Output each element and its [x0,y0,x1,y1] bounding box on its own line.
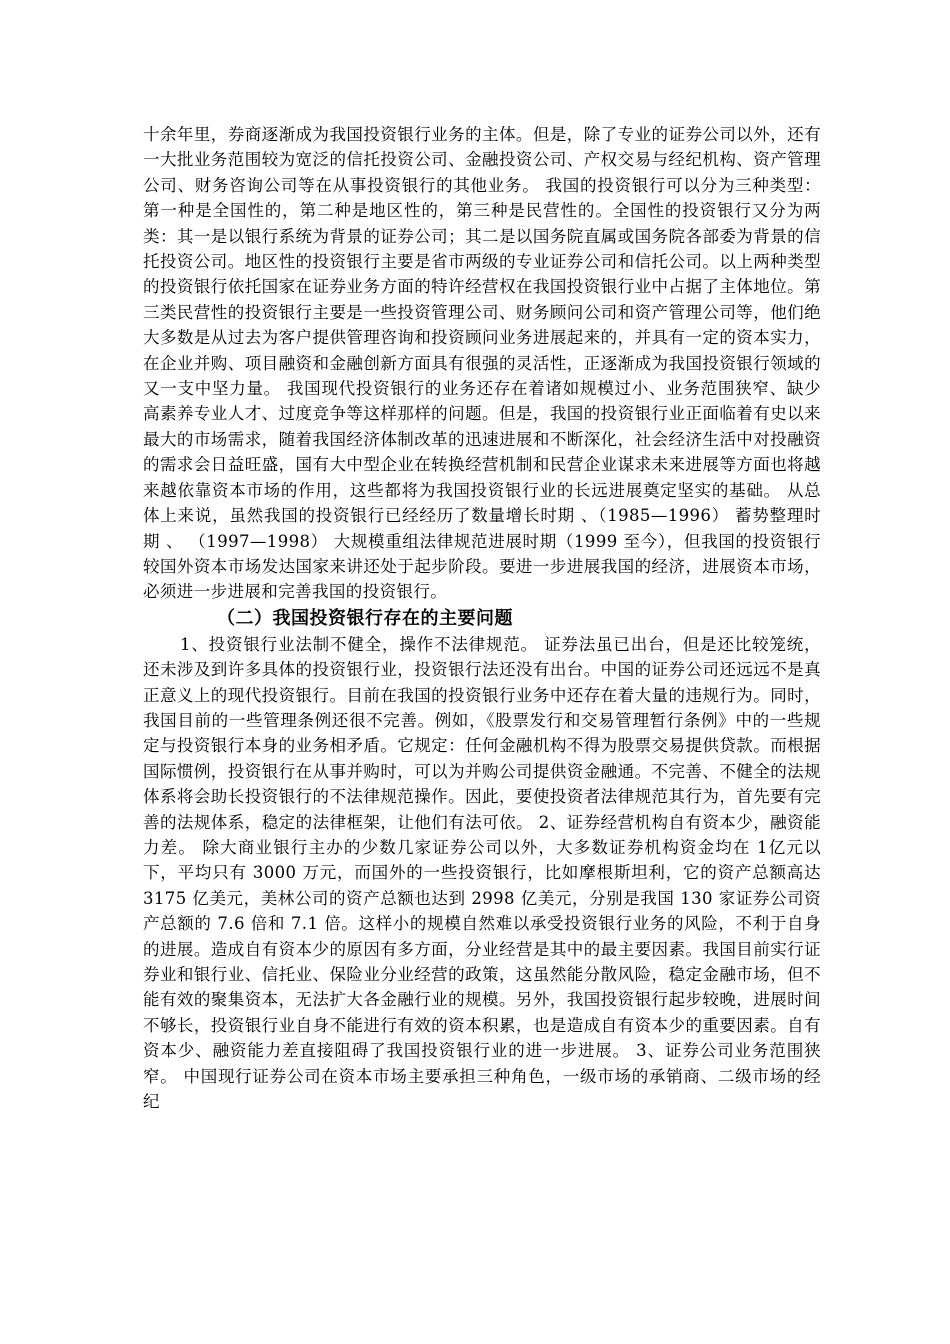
body-paragraph-1: 十余年里，券商逐渐成为我国投资银行业务的主体。但是，除了专业的证券公司以外，还有一大批业务范围较为宽泛的信托投资公司、金融投资公司、产权交易与经纪机构、资产管理公司、财务咨询公司等在从事投资银行的其他业务。 我国的投资银行可以分为三种类型：第一种是全国性的，第二种是地区性的，第三种是民营性的。全国性的投资银行又分为两类：其一是以银行系统为背景的证券公司；其二是以国务院直属或国务院各部委为背景的信托投资公司。地区性的投资银行主要是省市两级的专业证券公司和信托公司。以上两种类型的投资银行依托国家在证券业务方面的特许经营权在我国投资银行业中占据了主体地位。第三类民营性的投资银行主要是一些投资管理公司、财务顾问公司和资产管理公司等，他们绝大多数是从过去为客户提供管理咨询和投资顾问业务进展起来的，并具有一定的资本实力，在企业并购、项目融资和金融创新方面具有很强的灵活性，正逐渐成为我国投资银行领域的又一支中坚力量。 我国现代投资银行的业务还存在着诸如规模过小、业务范围狭窄、缺少高素养专业人才、过度竞争等这样那样的问题。但是，我国的投资银行业正面临着有史以来最大的市场需求，随着我国经济体制改革的迅速进展和不断深化，社会经济生活中对投融资的需求会日益旺盛，国有大中型企业在转换经营机制和民营企业谋求未来进展等方面也将越来越依靠资本市场的作用，这些都将为我国投资银行业的长远进展奠定坚实的基础。 从总体上来说，虽然我国的投资银行已经经历了数量增长时期 、（1985—1996） 蓄势整理时期 、 （1997—1998） 大规模重组法律规范进展时期（1999 至今），但我国的投资银行较国外资本市场发达国家来讲还处于起步阶段。要进一步进展我国的经济，进展资本市场，必须进一步进展和完善我国的投资银行。 [143,125,821,602]
section-heading: （二）我国投资银行存在的主要问题 [217,607,513,629]
body-paragraph-2: 1、投资银行业法制不健全，操作不法律规范。 证券法虽已出台，但是还比较笼统，还未涉及到许多具体的投资银行业，投资银行法还没有出台。中国的证券公司还远远不是真正意义上的现代投资银行。目前在我国的投资银行业务中还存在着大量的违规行为。同时，我国目前的一些管理条例还很不完善。例如，《股票发行和交易管理暂行条例》中的一些规定与投资银行本身的业务相矛盾。它规定：任何金融机构不得为股票交易提供贷款。而根据国际惯例，投资银行在从事并购时，可以为并购公司提供资金融通。不完善、不健全的法规体系将会助长投资银行的不法律规范操作。因此，要使投资者法律规范其行为，首先要有完善的法规体系，稳定的法律框架，让他们有法可依。 2、证券经营机构自有资本少，融资能力差。 除大商业银行主办的少数几家证券公司以外，大多数证券机构资金均在 1亿元以下，平均只有 3000 万元，而国外的一些投资银行，比如摩根斯坦利，它的资产总额高达 3175 亿美元，美林公司的资产总额也达到 2998 亿美元，分别是我国 130 家证券公司资产总额的 7.6 倍和 7.1 倍。这样小的规模自然难以承受投资银行业务的风险，不利于自身的进展。造成自有资本少的原因有多方面，分业经营是其中的最主要因素。我国目前实行证券业和银行业、信托业、保险业分业经营的政策，这虽然能分散风险，稳定金融市场，但不能有效的聚集资本，无法扩大各金融行业的规模。另外，我国投资银行起步较晚，进展时间不够长，投资银行业自身不能进行有效的资本积累，也是造成自有资本少的重要因素。自有资本少、融资能力差直接阻碍了我国投资银行业的进一步进展。 3、证券公司业务范围狭窄。 中国现行证券公司在资本市场主要承担三种角色，一级市场的承销商、二级市场的经纪 [143,634,821,1112]
document-page [143,122,821,1114]
